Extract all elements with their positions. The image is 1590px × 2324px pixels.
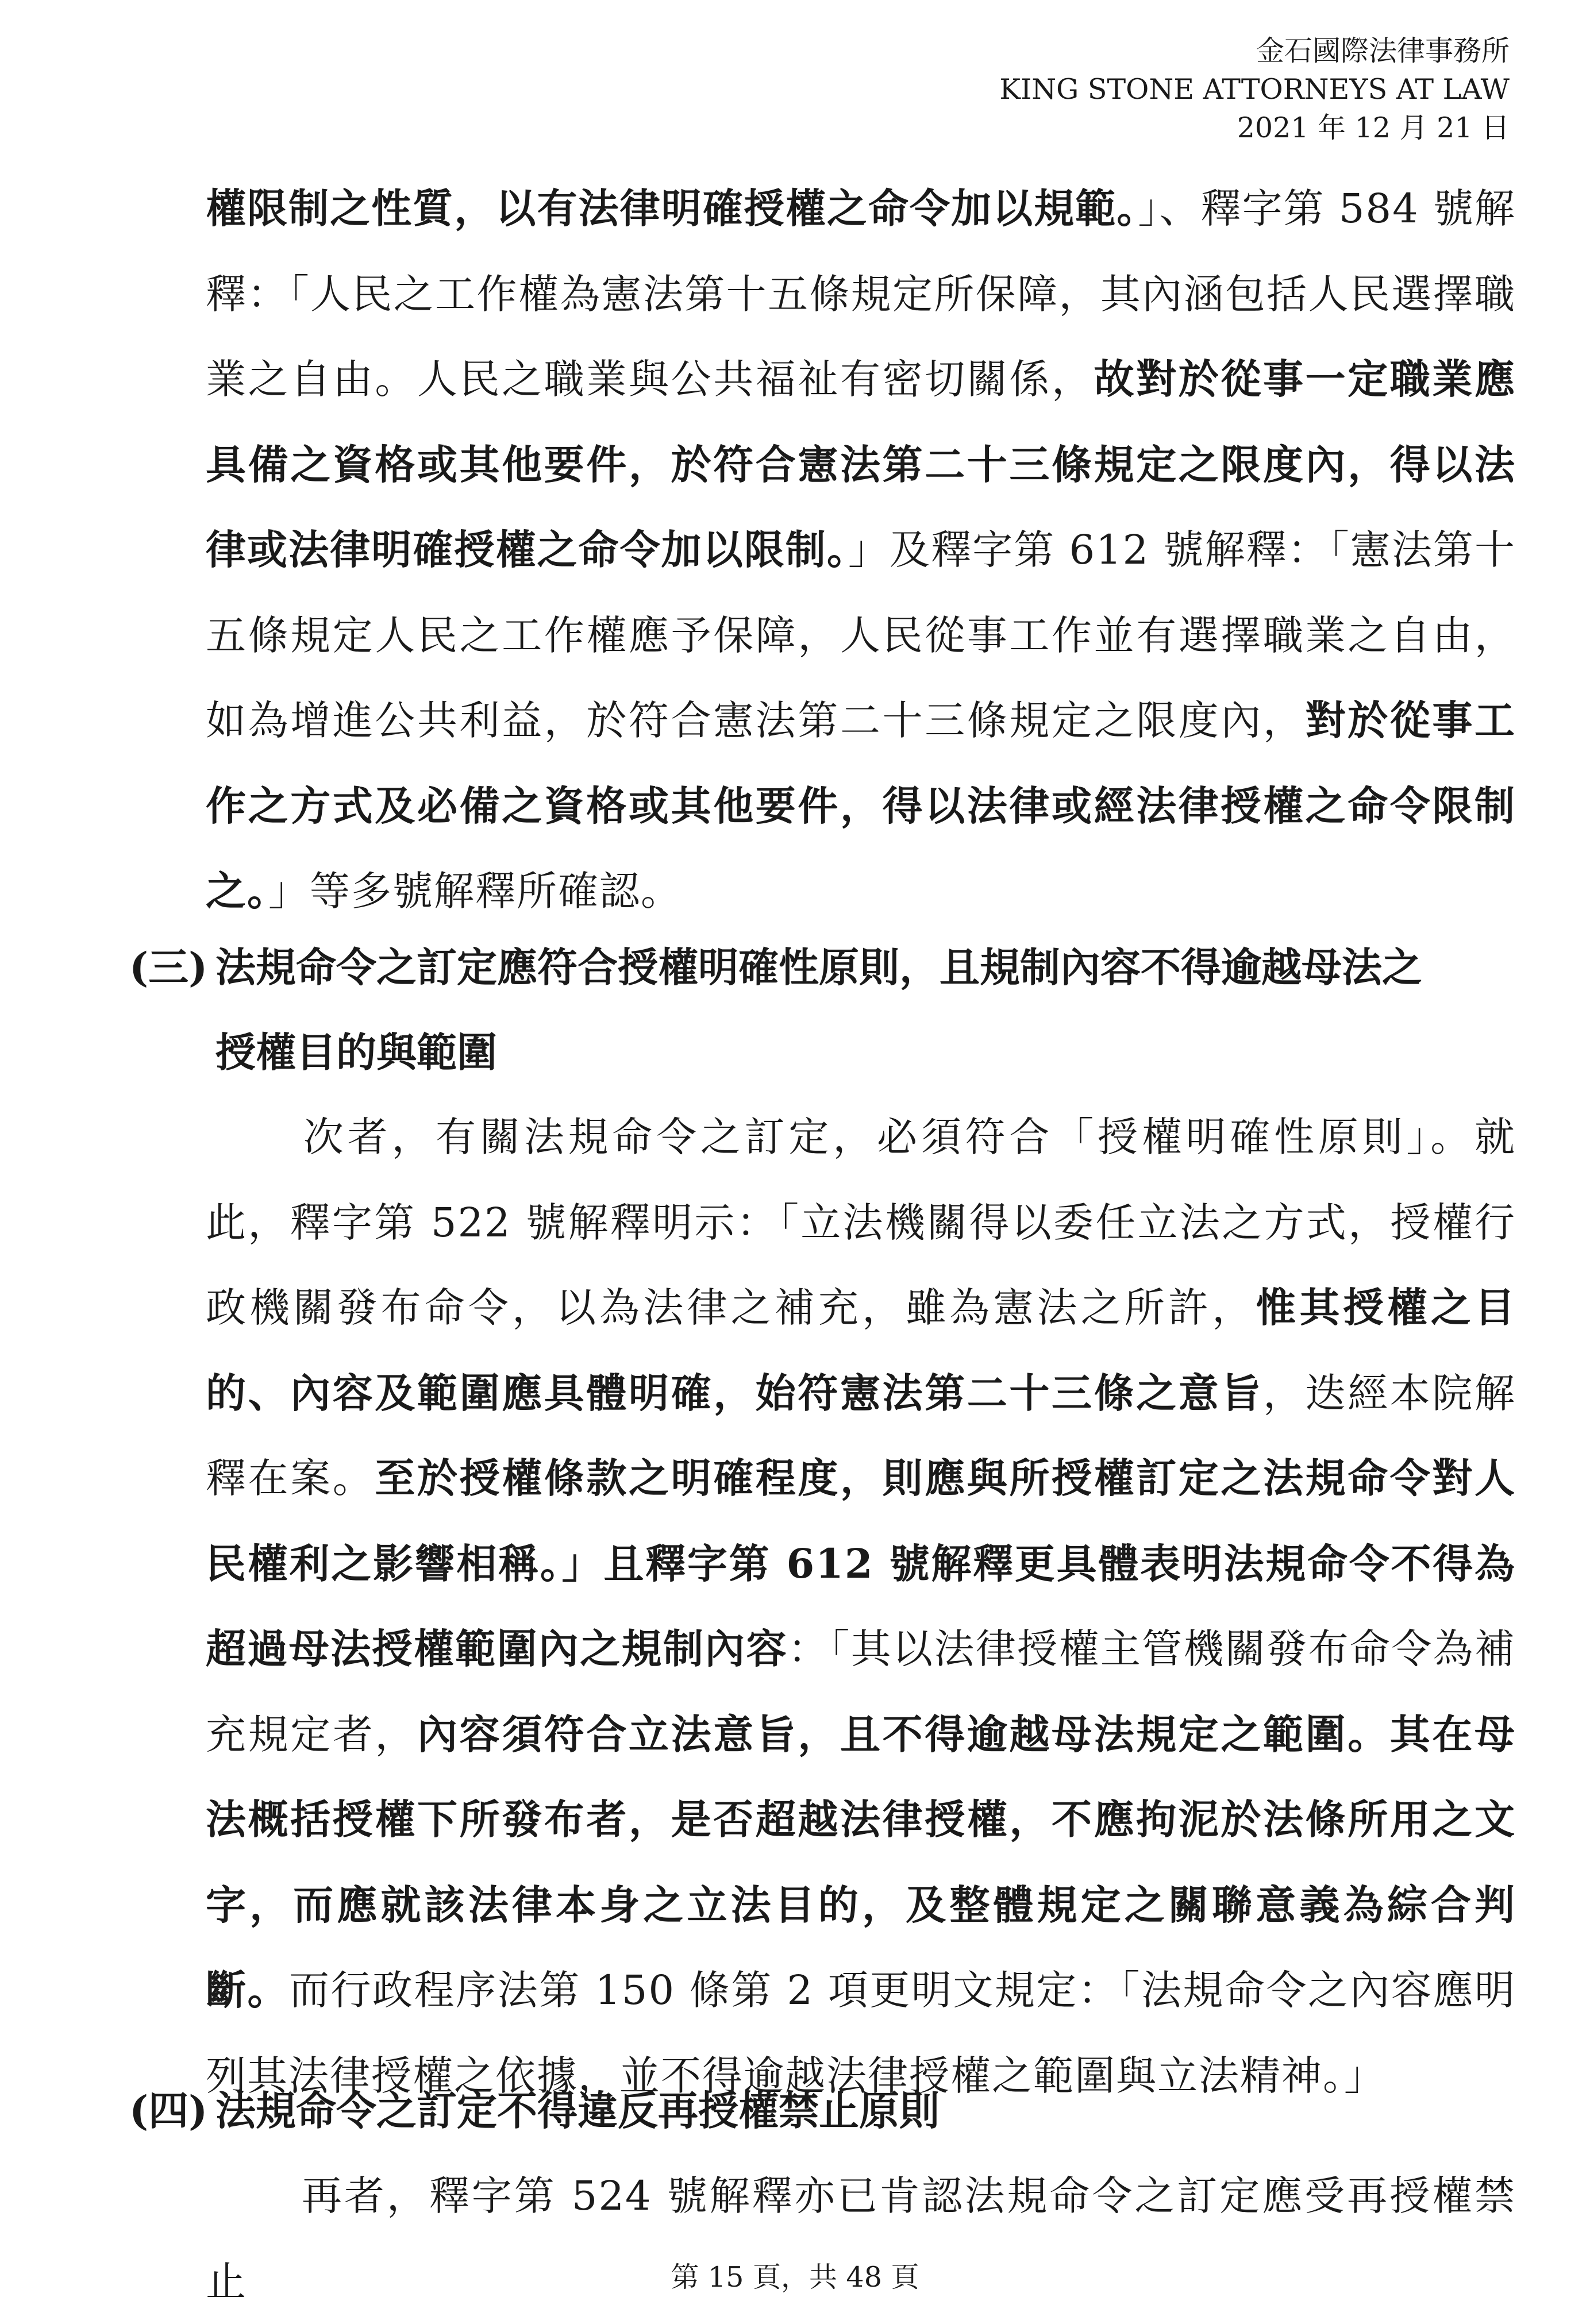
bold-text: 權限制之性質，以有法律明確授權之命令加以規範。 [206, 184, 1138, 232]
bold-text: 內容須符合立法意旨，且不得逾越母法規定之範圍。其在母法概括授權下所發布者，是否超越法律授權，不應拘泥於法條所用之文字，而應就該法律本身之立法目的，及整體規定之關聯意義為綜合判斷。 [206, 1710, 1516, 2014]
body-text: 」等多號解釋所確認。 [268, 868, 682, 915]
document-date: 2021 年 12 月 21 日 [1237, 111, 1510, 144]
body-text: 次者，有關法規命令之訂定，必須符合「授權明確性原則」。就此，釋字第 522 號解釋明示：「立法機關得以委任立法之方式，授權行政機關發布命令，以為法律之補充，雖為憲法之所許， [206, 1113, 1516, 1331]
page-number: 第 15 頁，共 48 頁 [671, 2261, 919, 2294]
firm-name-zh: 金石國際法律事務所 [1256, 34, 1510, 67]
bold-text: 故對於從事一定職業應具備之資格或其他要件，於符合憲法第二十三條規定之限度內，得以法律或法律明確授權之命令加以限制。 [206, 355, 1516, 573]
section-title: 法規命令之訂定不得違反再授權禁止原則 [215, 2087, 940, 2134]
paragraph-3 [206, 2153, 1516, 2324]
body-text: 」、釋字第 584 號解釋：「人民之工作權為憲法第十五條規定所保障，其內涵包括人民選擇職業之自由。人民之職業與公共福祉有密切關係， [206, 185, 1516, 403]
section-title: 法規命令之訂定應符合授權明確性原則，且規制內容不得逾越母法之 [215, 943, 1422, 991]
bold-text: 至於授權條款之明確程度，則應與所授權訂定之法規命令對人民權利之影響相稱。」且釋字第 612 號解釋更具體表明法規命令不得為超過母法授權範圍內之規制內容 [206, 1454, 1516, 1672]
paragraph-1 [206, 166, 1516, 934]
bold-text: 對於從事工作之方式及必備之資格或其他要件，得以法律或經法律授權之命令限制之。 [206, 696, 1516, 915]
paragraph-2 [206, 1094, 1516, 2118]
body-text: ：「其以法律授權主管機關發布命令為補充規定者， [206, 1625, 1516, 1758]
section-heading-4 [129, 2068, 1520, 2153]
body-text: 再者，釋字第 524 號解釋亦已肯認法規命令之訂定應受再授權禁止 [206, 2172, 1516, 2305]
bold-text: 惟其授權之目的、內容及範圍應具體明確，始符憲法第二十三條之意旨 [206, 1284, 1516, 1417]
section-number: (四) [129, 2087, 208, 2134]
body-text: 而行政程序法第 150 條第 2 項更明文規定：「法規命令之內容應明列其法律授權之依據，並不得逾越法律授權之範圍與立法精神。」 [206, 1967, 1516, 2099]
body-text: ，迭經本院解釋在案。 [206, 1369, 1516, 1502]
letterhead [590, 32, 1510, 147]
section-heading-3 [129, 925, 1520, 1095]
section-title-continued: 授權目的與範圍 [215, 1028, 497, 1076]
body-text: 」及釋字第 612 號解釋：「憲法第十五條規定人民之工作權應予保障，人民從事工作並有選擇職業之自由，如為增進公共利益，於符合憲法第二十三條規定之限度內， [206, 526, 1516, 744]
section-number: (三) [129, 943, 208, 991]
firm-name-en: KING STONE ATTORNEYS AT LAW [999, 73, 1510, 106]
